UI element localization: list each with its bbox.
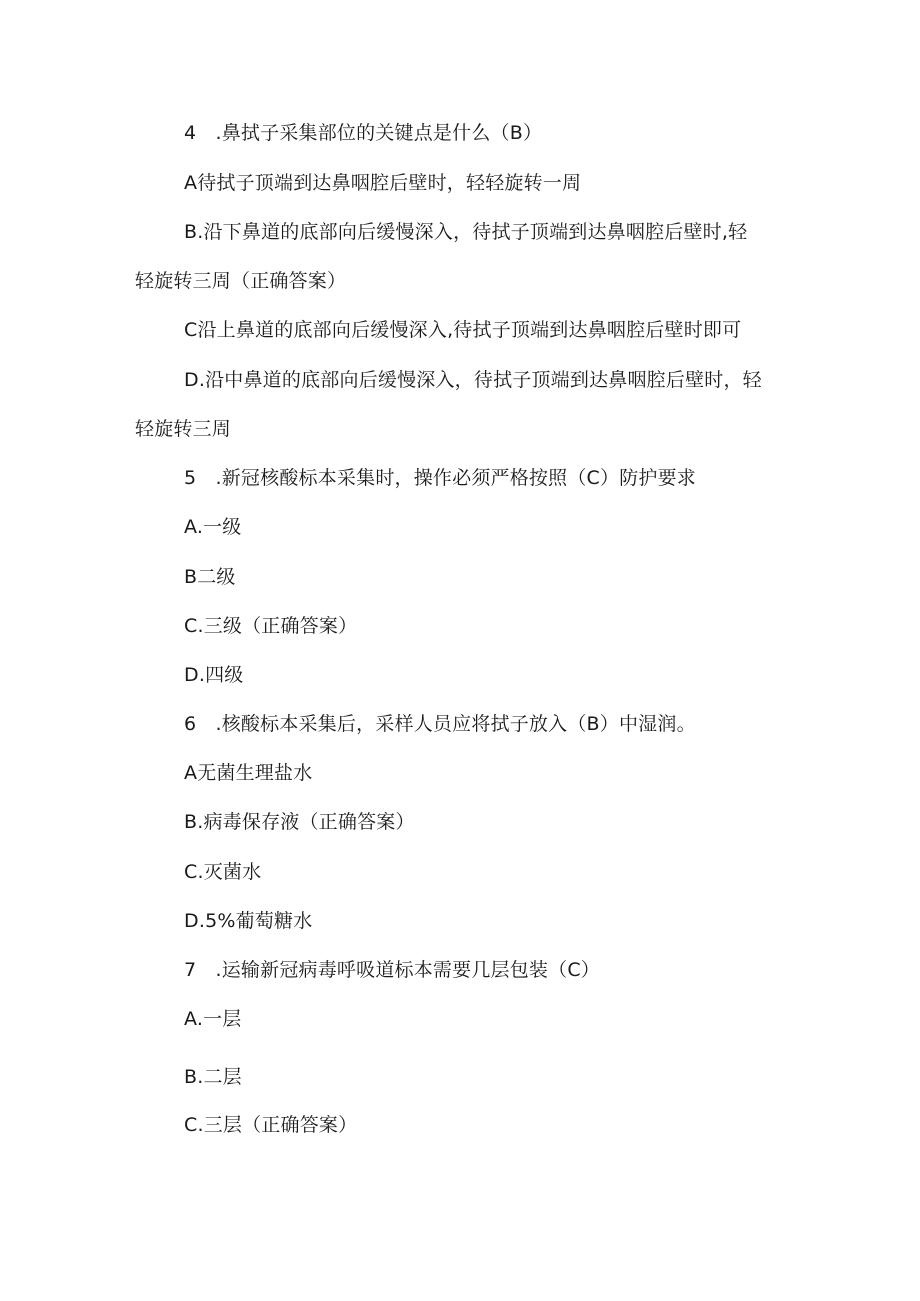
question-5-option-c: C.三级（正确答案） <box>184 615 358 637</box>
question-6-option-c: C.灭菌水 <box>184 861 262 883</box>
question-7-stem: 7 .运输新冠病毒呼吸道标本需要几层包装（C） <box>184 959 600 981</box>
question-4-stem: 4 .鼻拭子采集部位的关键点是什么（B） <box>184 122 543 144</box>
question-5-option-a: A.一级 <box>184 516 242 538</box>
question-4-option-c: C沿上鼻道的底部向后缓慢深入,待拭子顶端到达鼻咽腔后壁时即可 <box>184 319 742 341</box>
question-6-option-d: D.5%葡萄糖水 <box>184 910 313 932</box>
question-5-stem: 5 .新冠核酸标本采集时，操作必须严格按照（C）防护要求 <box>184 467 696 489</box>
question-4-option-b-continued: 轻旋转三周（正确答案） <box>135 270 347 292</box>
question-6-option-b: B.病毒保存液（正确答案） <box>184 811 415 833</box>
question-4-option-d-continued: 轻旋转三周 <box>135 418 232 440</box>
question-6-option-a: A无菌生理盐水 <box>184 762 313 784</box>
question-7-option-b: B.二层 <box>184 1066 242 1088</box>
question-6-stem: 6 .核酸标本采集后，采样人员应将拭子放入（B）中湿润。 <box>184 713 696 735</box>
question-7-option-c: C.三层（正确答案） <box>184 1114 358 1136</box>
question-5-option-d: D.四级 <box>184 664 244 686</box>
question-4-option-b: B.沿下鼻道的底部向后缓慢深入，待拭子顶端到达鼻咽腔后壁时,轻 <box>184 221 748 243</box>
question-4-option-a: A待拭子顶端到达鼻咽腔后壁时，轻轻旋转一周 <box>184 172 582 194</box>
question-5-option-b: B二级 <box>184 566 236 588</box>
question-4-option-d: D.沿中鼻道的底部向后缓慢深入，待拭子顶端到达鼻咽腔后壁时，轻 <box>184 369 762 391</box>
question-7-option-a: A.一层 <box>184 1008 242 1030</box>
